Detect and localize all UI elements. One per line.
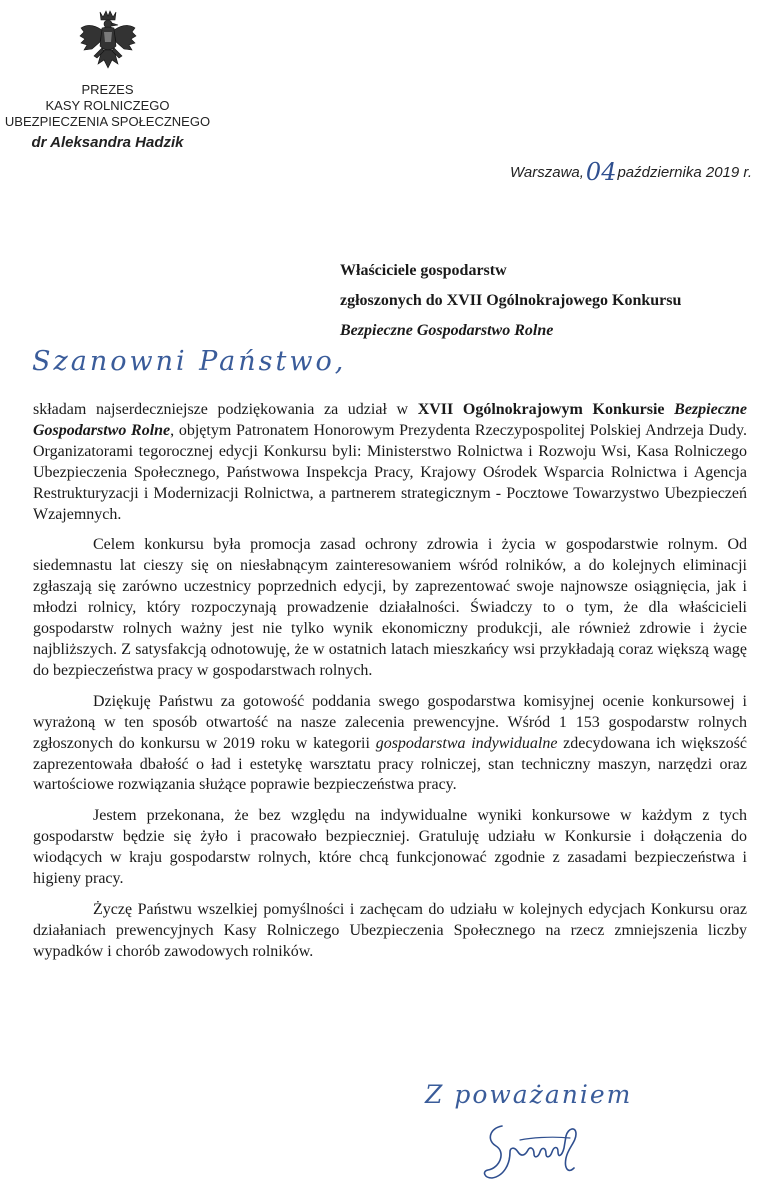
paragraph-1-text-a: składam najserdeczniejsze podziękowania za udział w xyxy=(33,401,418,418)
contest-title-bold-italic: Bezpieczne Gospodarstwo Rolne xyxy=(33,401,748,439)
handwritten-salutation: Szanowni Państwo, xyxy=(32,346,347,377)
addressee-line1: Właściciele gospodarstw xyxy=(340,262,507,279)
paragraph-1 xyxy=(33,400,747,525)
addressee-block xyxy=(340,256,760,346)
letter-body xyxy=(33,400,747,973)
addressee-line3: Bezpieczne Gospodarstwo Rolne xyxy=(340,322,554,339)
paragraph-4: Jestem przekonana, że bez względu na indywidualne wyniki konkursowe w każdym z tych gospodarstw będzie się żyło i pracowało bezpieczniej. Gratuluję udziału w Konkursie i dołączenia do wiodących w kraju gospodarstw rolnych, które chcą funkcjonować zgodnie z zasadami bezpieczeństwa i higieny pracy. xyxy=(33,807,747,888)
letter-date xyxy=(510,158,752,186)
date-month-year: października 2019 r. xyxy=(617,164,752,181)
contest-name-bold: XVII Ogólnokrajowym Konkursie xyxy=(417,401,675,418)
sender-title: PREZES xyxy=(81,82,134,97)
paragraph-2: Celem konkursu była promocja zasad ochrony zdrowia i życia w gospodarstwie rolnym. Od siedemnastu lat cieszy się on niesłabnącym zainteresowaniem wśród rolników, a do kolejnych eliminacji zgłaszają się zarówno uczestnicy poprzednich edycji, by zaprezentować swoje najnowsze osiągnięcia, jak i młodzi rolnicy, który rozpoczynają prowadzenie działalności. Świadczy to o tym, że dla właścicieli gospodarstw rolnych ważny jest nie tylko wynik ekonomiczny produkcji, ale również zdrowie i życie najbliższych. Z satysfakcją odnotowuję, że w ostatnich latach mieszkańcy wsi przykładają coraz większą wagę do bezpieczeństwa pracy w gospodarstwach rolnych. xyxy=(33,536,747,679)
sender-name: dr Aleksandra Hadzik xyxy=(31,134,184,151)
polish-eagle-emblem-icon xyxy=(78,8,138,76)
date-city: Warszawa, xyxy=(510,164,584,181)
paragraph-1-text-d: , objętym Patronatem Honorowym Prezydenta Rzeczypospolitej Polskiej Andrzeja Dudy. Organizatorami tegorocznej edycji Konkursu byli: Ministerstwo Rolnictwa i Rozwoju Wsi, Kasa Rolniczego Ubezpieczenia Społecznego, Państwowa Inspekcja Pracy, Krajowy Ośrodek Wsparcia Rolnictwa i Agencja Restrukturyzacji i Modernizacji Rolnictwa, a partnerem strategicznym - Pocztowe Towarzystwo Ubezpieczeń Wzajemnych. xyxy=(33,421,748,523)
date-day-handwritten: 04 xyxy=(585,158,617,186)
paragraph-3-text-a: Dziękuję Państwu za gotowość poddania swego gospodarstwa komisyjnej ocenie konkursowej i wyrażoną w ten sposób otwartość na nasze zalecenia prewencyjne. Wśród 1 153 gospodarstw rolnych zgłoszonych do konkursu w 2019 roku w kategorii xyxy=(33,692,747,752)
paragraph-3 xyxy=(33,692,747,797)
handwritten-signature xyxy=(480,1118,590,1186)
category-italic: gospodarstwa indywidualne xyxy=(375,734,558,752)
handwritten-closing: Z poważaniem xyxy=(425,1080,633,1109)
sender-header xyxy=(0,82,215,151)
paragraph-3-text-c: zdecydowana ich większość zaprezentowała dbałość o ład i estetykę warsztatu pracy rolniczej, stan techniczny maszyn, narzędzi oraz wartościowe rozwiązania służące poprawie bezpieczeństwa pracy. xyxy=(33,734,747,794)
paragraph-5: Życzę Państwu wszelkiej pomyślności i zachęcam do udziału w kolejnych edycjach Konkursu oraz działaniach prewencyjnych Kasy Rolniczego Ubezpieczenia Społecznego na rzecz zmniejszenia liczby wypadków i chorób zawodowych rolników. xyxy=(33,900,747,960)
sender-institution-line2: UBEZPIECZENIA SPOŁECZNEGO xyxy=(4,114,211,129)
sender-institution-line1: KASY ROLNICZEGO xyxy=(45,98,170,113)
addressee-line2: zgłoszonych do XVII Ogólnokrajowego Konkursu xyxy=(340,292,682,309)
